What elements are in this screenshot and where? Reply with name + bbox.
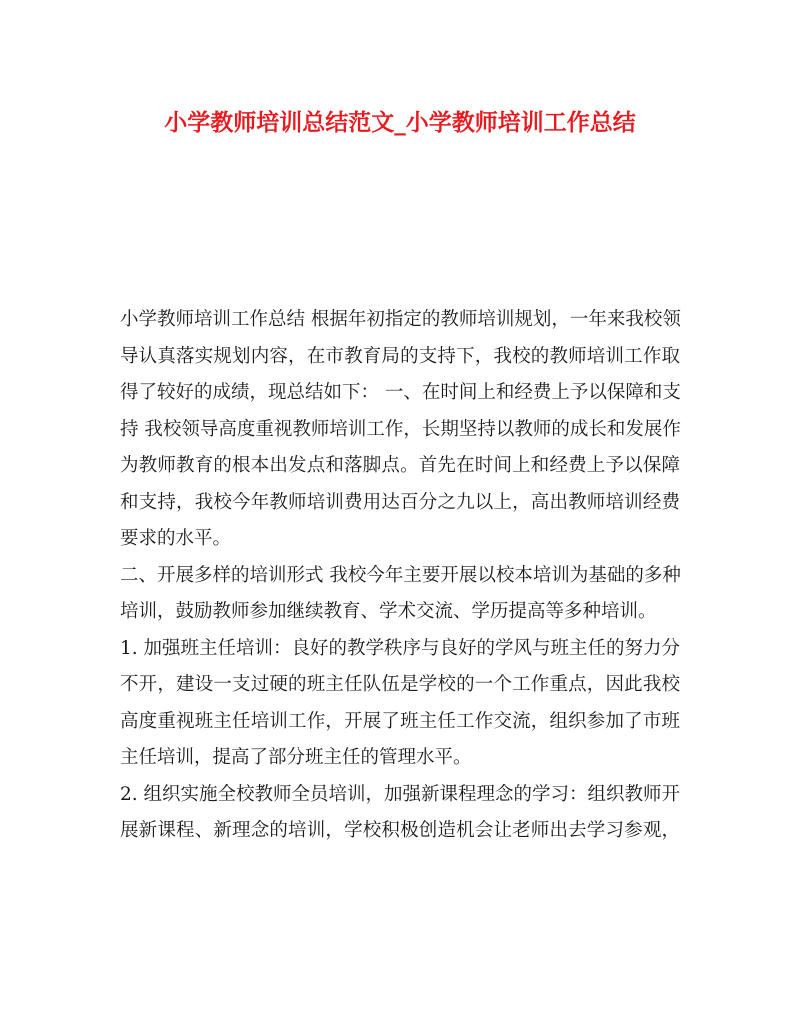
text-line: 1. 加强班主任培训：良好的教学秩序与良好的学风与班主任的努力分 [120,637,681,659]
paragraph-4 [120,777,680,850]
paragraph-2 [120,558,680,631]
text-line: 导认真落实规划内容，在市教育局的支持下，我校的教师培训工作取 [120,345,680,367]
text-line: 小学教师培训工作总结 根据年初指定的教师培训规划，一年来我校领 [120,309,681,330]
text-line: 2. 组织实施全校教师全员培训，加强新课程理念的学习：组织教师开 [120,783,681,805]
text-line: 展新课程、新理念的培训，学校积极创造机会让老师出去学习参观， [120,820,680,841]
text-line: 高度重视班主任培训工作，开展了班主任工作交流，组织参加了市班 [120,710,680,732]
text-line: 培训，鼓励教师参加继续教育、学术交流、学历提高等多种培训。 [120,601,657,622]
paragraph-3 [120,631,680,777]
text-line: 和支持，我校今年教师培训费用达百分之九以上，高出教师培训经费 [120,491,680,513]
paragraph-1 [120,302,680,558]
text-line: 为教师教育的根本出发点和落脚点。首先在时间上和经费上予以保障 [120,455,680,476]
text-line: 要求的水平。 [120,528,232,549]
document-title: 小学教师培训总结范文_小学教师培训工作总结 [164,109,636,136]
text-line: 持 我校领导高度重视教师培训工作，长期坚持以教师的成长和发展作 [120,418,681,440]
text-line: 得了较好的成绩，现总结如下： 一、在时间上和经费上予以保障和支 [120,382,681,403]
text-line: 不开，建设一支过硬的班主任队伍是学校的一个工作重点，因此我校 [120,674,680,695]
text-line: 主任培训，提高了部分班主任的管理水平。 [120,747,472,768]
text-line: 二、开展多样的培训形式 我校今年主要开展以校本培训为基础的多种 [120,564,681,586]
document-body [120,302,680,850]
